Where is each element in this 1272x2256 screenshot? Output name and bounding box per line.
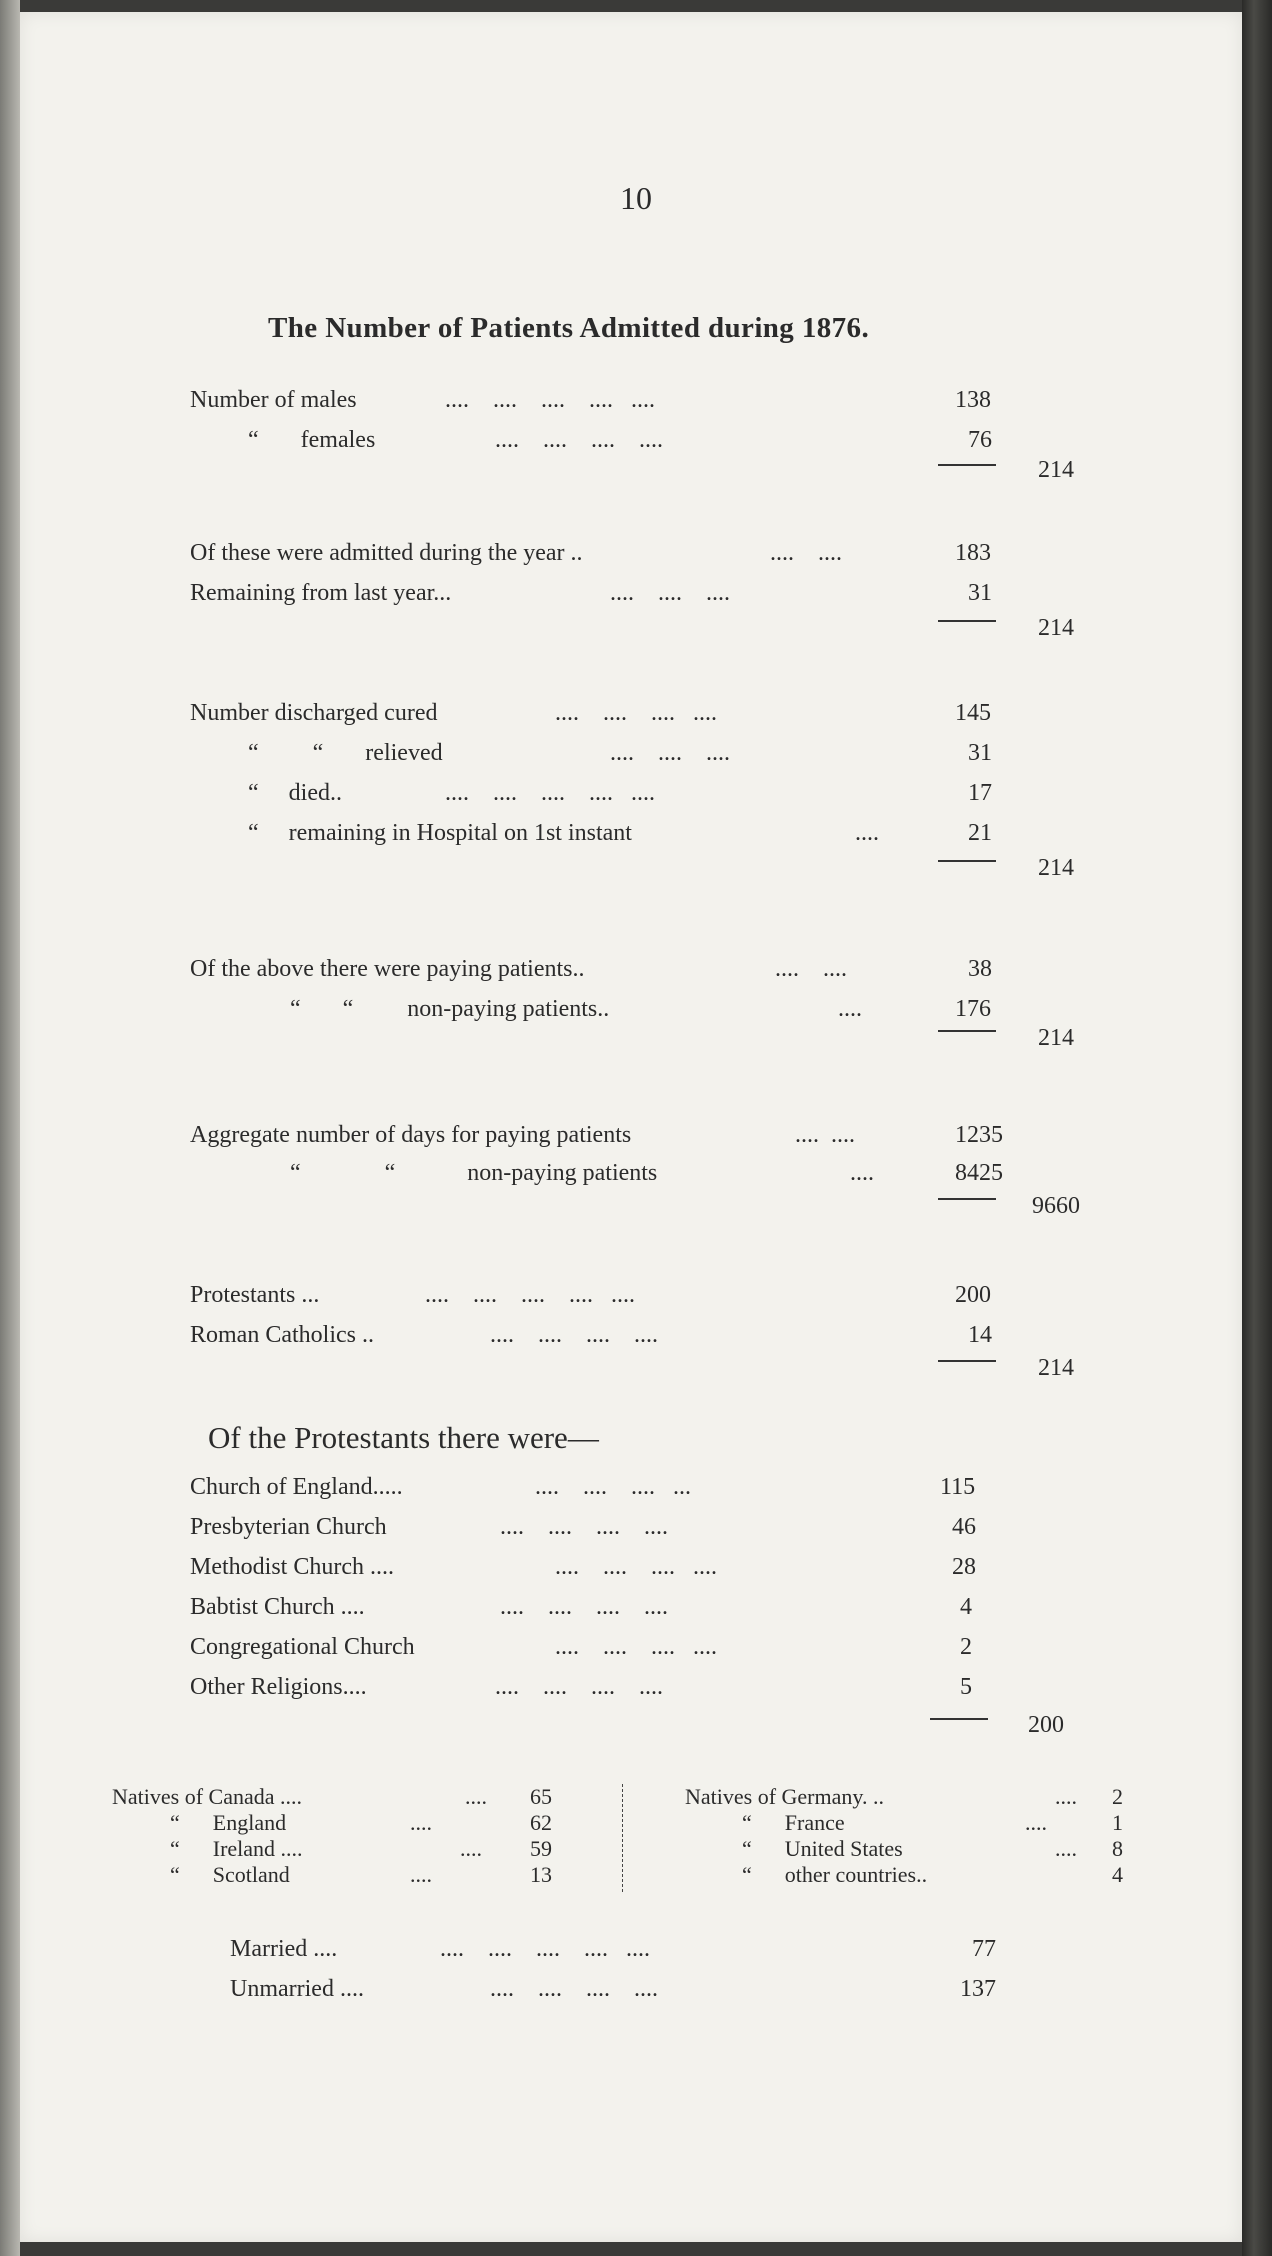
sex-total: 214: [1038, 457, 1074, 483]
paying-value: 38: [968, 956, 992, 982]
sum-rule: [938, 860, 996, 862]
sum-rule: [938, 1030, 996, 1032]
discharged-cured-value: 145: [955, 700, 991, 726]
sum-rule: [930, 1718, 988, 1720]
roman-catholics-label: Roman Catholics ..: [190, 1322, 374, 1348]
natives-ireland-label: “ Ireland ....: [170, 1836, 303, 1861]
unmarried-value: 137: [960, 1976, 996, 2002]
natives-england-label: “ England: [170, 1810, 287, 1835]
discharged-cured-dots: .... .... .... ....: [555, 700, 717, 726]
protestants-dots: .... .... .... .... ....: [425, 1282, 635, 1308]
died-label: “ died..: [248, 780, 342, 806]
other-religions-value: 5: [960, 1674, 972, 1700]
presbyterian-dots: .... .... .... ....: [500, 1514, 668, 1540]
admitted-dots: .... ....: [770, 540, 842, 566]
protestants-total: 200: [1028, 1712, 1064, 1738]
presbyterian-value: 46: [952, 1514, 976, 1540]
natives-united-states-label: “ United States: [742, 1836, 903, 1861]
non-paying-days-value: 8425: [955, 1160, 1003, 1186]
natives-england-dots: ....: [410, 1810, 432, 1835]
unmarried-label: Unmarried ....: [230, 1976, 364, 2002]
remaining-in-hospital-dots: ....: [855, 820, 879, 846]
natives-germany-dots: ....: [1055, 1784, 1077, 1809]
natives-germany-value: 2: [1112, 1784, 1123, 1809]
religion-total: 214: [1038, 1355, 1074, 1381]
natives-other-value: 4: [1112, 1862, 1123, 1887]
paying-days-dots: .... ....: [795, 1122, 855, 1148]
discharged-cured-label: Number discharged cured: [190, 700, 438, 726]
remaining-value: 31: [968, 580, 992, 606]
document-page: [20, 12, 1242, 2242]
females-label: “ females: [248, 427, 376, 453]
congregational-label: Congregational Church: [190, 1634, 415, 1660]
natives-canada-dots: ....: [465, 1784, 487, 1809]
natives-other-label: “ other countries..: [742, 1862, 928, 1887]
remaining-label: Remaining from last year...: [190, 580, 452, 606]
non-paying-days-dots: ....: [850, 1160, 874, 1186]
unmarried-dots: .... .... .... ....: [490, 1976, 658, 2002]
sum-rule: [938, 1360, 996, 1362]
congregational-value: 2: [960, 1634, 972, 1660]
married-dots: .... .... .... .... ....: [440, 1936, 650, 1962]
natives-canada-value: 65: [530, 1784, 552, 1809]
remaining-in-hospital-value: 21: [968, 820, 992, 846]
married-label: Married ....: [230, 1936, 338, 1962]
babtist-label: Babtist Church ....: [190, 1594, 365, 1620]
natives-scotland-label: “ Scotland: [170, 1862, 290, 1887]
died-dots: .... .... .... .... ....: [445, 780, 655, 806]
church-of-england-label: Church of England.....: [190, 1474, 403, 1500]
males-label: Number of males: [190, 387, 357, 413]
relieved-value: 31: [968, 740, 992, 766]
non-paying-label: “ “ non-paying patients..: [290, 996, 610, 1022]
natives-scotland-dots: ....: [410, 1862, 432, 1887]
church-of-england-value: 115: [940, 1474, 976, 1500]
natives-france-value: 1: [1112, 1810, 1123, 1835]
natives-france-label: “ France: [742, 1810, 845, 1835]
paying-label: Of the above there were paying patients..: [190, 956, 585, 982]
sum-rule: [938, 620, 996, 622]
males-dots: .... .... .... .... ....: [445, 387, 655, 413]
methodist-value: 28: [952, 1554, 976, 1580]
congregational-dots: .... .... .... ....: [555, 1634, 717, 1660]
protestants-value: 200: [955, 1282, 991, 1308]
presbyterian-label: Presbyterian Church: [190, 1514, 387, 1540]
sum-rule: [938, 464, 996, 466]
page-title: The Number of Patients Admitted during 1876.: [268, 312, 870, 344]
page-number: 10: [620, 180, 652, 216]
non-paying-value: 176: [955, 996, 991, 1022]
females-dots: .... .... .... ....: [495, 427, 663, 453]
church-of-england-dots: .... .... .... ...: [535, 1474, 691, 1500]
natives-canada-label: Natives of Canada ....: [112, 1784, 302, 1809]
babtist-value: 4: [960, 1594, 972, 1620]
column-divider: [622, 1784, 623, 1892]
other-religions-dots: .... .... .... ....: [495, 1674, 663, 1700]
methodist-label: Methodist Church ....: [190, 1554, 394, 1580]
scan-left-strip: [0, 0, 20, 2256]
paying-total: 214: [1038, 1025, 1074, 1051]
natives-france-dots: ....: [1025, 1810, 1047, 1835]
protestants-label: Protestants ...: [190, 1282, 320, 1308]
natives-england-value: 62: [530, 1810, 552, 1835]
non-paying-days-label: “ “ non-paying patients: [290, 1160, 658, 1186]
died-value: 17: [968, 780, 992, 806]
remaining-dots: .... .... ....: [610, 580, 730, 606]
relieved-dots: .... .... ....: [610, 740, 730, 766]
roman-catholics-dots: .... .... .... ....: [490, 1322, 658, 1348]
natives-united-states-dots: ....: [1055, 1836, 1077, 1861]
other-religions-label: Other Religions....: [190, 1674, 367, 1700]
babtist-dots: .... .... .... ....: [500, 1594, 668, 1620]
paying-days-label: Aggregate number of days for paying patients: [190, 1122, 632, 1148]
protestants-heading: Of the Protestants there were—: [208, 1420, 599, 1455]
non-paying-dots: ....: [838, 996, 862, 1022]
natives-ireland-dots: ....: [460, 1836, 482, 1861]
relieved-label: “ “ relieved: [248, 740, 443, 766]
methodist-dots: .... .... .... ....: [555, 1554, 717, 1580]
natives-united-states-value: 8: [1112, 1836, 1123, 1861]
remaining-in-hospital-label: “ remaining in Hospital on 1st instant: [248, 820, 632, 846]
paying-days-value: 1235: [955, 1122, 1003, 1148]
days-total: 9660: [1032, 1193, 1080, 1219]
admission-total: 214: [1038, 615, 1074, 641]
roman-catholics-value: 14: [968, 1322, 992, 1348]
discharge-total: 214: [1038, 855, 1074, 881]
males-value: 138: [955, 387, 991, 413]
natives-germany-label: Natives of Germany. ..: [685, 1784, 884, 1809]
sum-rule: [938, 1198, 996, 1200]
married-value: 77: [972, 1936, 996, 1962]
natives-ireland-value: 59: [530, 1836, 552, 1861]
females-value: 76: [968, 427, 992, 453]
admitted-label: Of these were admitted during the year ..: [190, 540, 583, 566]
admitted-value: 183: [955, 540, 991, 566]
scan-right-edge: [1242, 0, 1272, 2256]
paying-dots: .... ....: [775, 956, 847, 982]
natives-scotland-value: 13: [530, 1862, 552, 1887]
